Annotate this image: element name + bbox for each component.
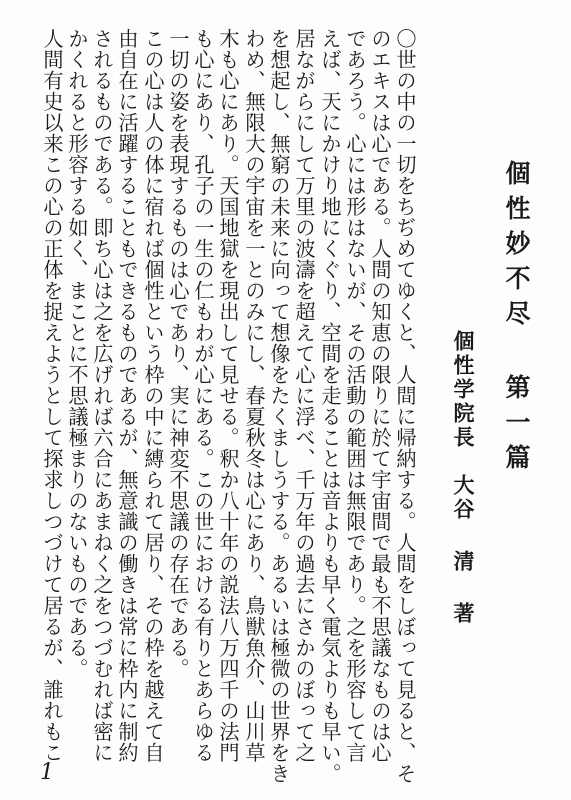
body-line-7: わめ、無限大の宇宙を一とのみにし、春夏秋冬は心にあり、鳥獣魚介、山川草: [242, 28, 266, 763]
body-line-5: 居ながらにして万里の波濤を超えて心に浮べ、千万年の過去にさかのぼって之: [292, 28, 316, 763]
body-line-8: 木も心にあり。天国地獄を現出して見せる。釈か八十年の説法八万四千の法門: [216, 28, 240, 763]
essay-title: 個性妙不尽 第一篇: [502, 160, 531, 479]
body-line-9: も心にあり、孔子の一生の仁もわが心にある。この世における有りとあらゆる: [191, 28, 215, 763]
author-line: 個性学院長 大谷 清 著: [451, 330, 476, 626]
body-line-4: えば、天にかけり地にくぐり、空間を走ることは音よりも早く電気よりも早い。: [318, 28, 342, 784]
body-line-2: のエキスは心である。人間の知恵の限りに於て宇宙間で最も不思議なものは心: [368, 28, 392, 763]
body-line-1: 〇世の中の一切をちぢめてゆくと、人間に帰納する。人間をしぼって見ると、そ: [393, 28, 417, 784]
body-line-11: この心は人の体に宿れば個性という枠の中に縛られて居り、その枠を越えて自: [141, 28, 165, 763]
body-line-13: されるものである。即ち心は之を広げれば六合にあまねく之をつづむれば密に: [90, 28, 114, 763]
body-line-6: を想起し、無窮の未来に向って想像をたくましうする。あるいは極微の世界をき: [267, 28, 291, 784]
body-line-10: 一切の姿を表現するものは心であり、実に神変不思議の存在である。: [166, 28, 190, 679]
page-number: 1: [40, 760, 54, 785]
body-line-12: 由自在に活躍することもできるものであるが、無意識の働きは常に枠内に制約: [115, 28, 139, 763]
body-line-15: 人間有史以来この心の正体を捉えようとして探求しつづけて居るが、誰れもこ: [40, 28, 64, 763]
body-line-14: かくれると形容する如く、まことに不思議極まりのないものである。: [65, 28, 89, 679]
body-line-3: であろう。心には形はないが、その活動の範囲は無限であり。之を形容して言: [343, 28, 367, 763]
